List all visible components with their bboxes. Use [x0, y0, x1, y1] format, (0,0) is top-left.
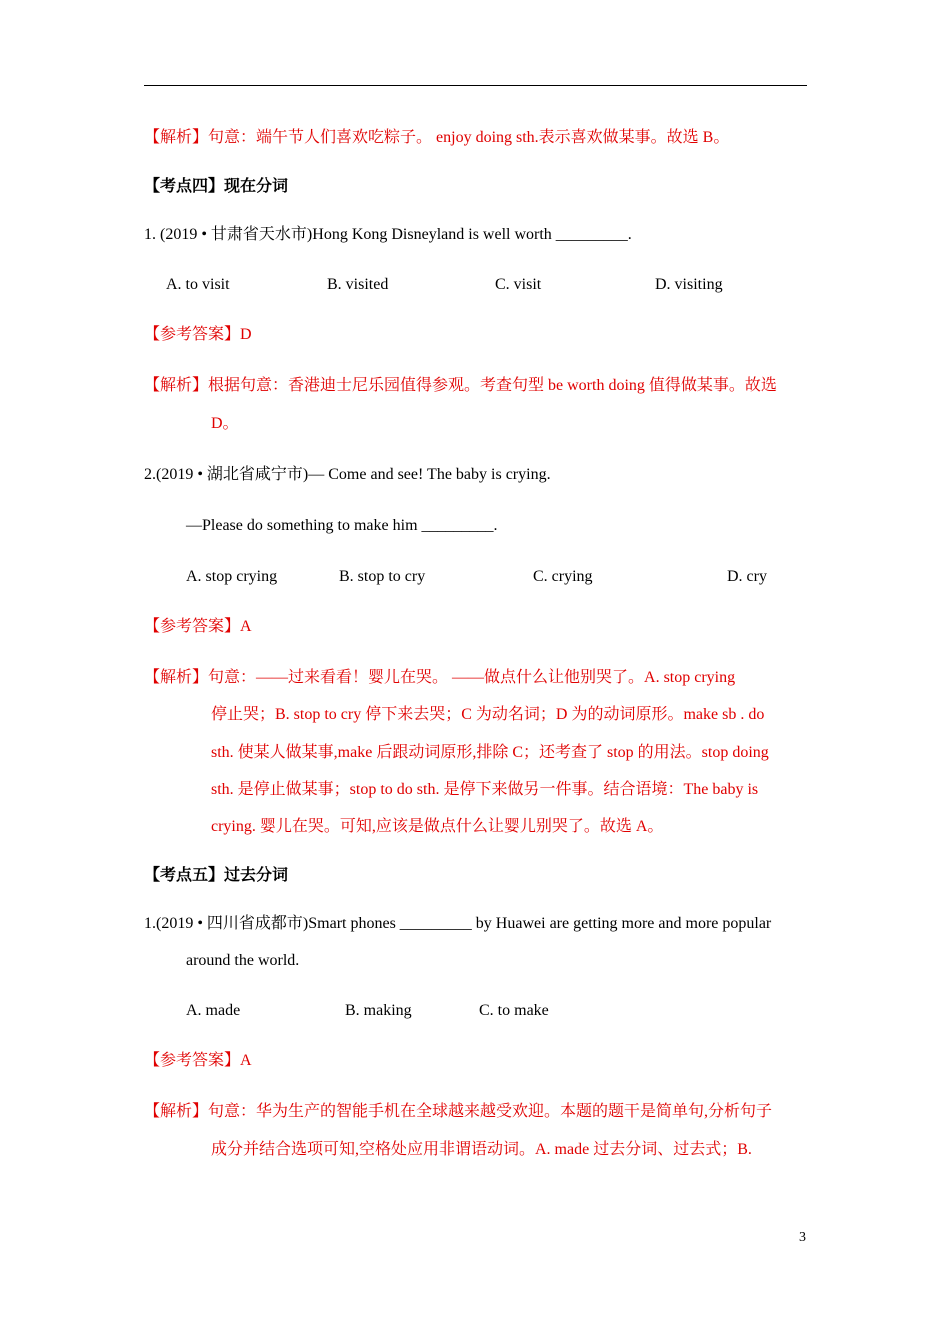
analysis-tag: 【解析】 [144, 129, 209, 146]
option-d: D. cry [727, 568, 767, 585]
answer-tag: 【参考答案】 [144, 326, 241, 343]
analysis-line: sth. 是停止做某事；stop to do sth. 是停下来做另一件事。结合语境：The baby is [211, 781, 759, 798]
analysis-line: sth. 使某人做某事,make 后跟动词原形,排除 C；还考查了 stop 的用法。stop doing [211, 744, 769, 761]
question-stem: 1.(2019 • 四川省成都市)Smart phones _________ by Huawei are getting more and more popular [144, 915, 772, 932]
answer-value: D [240, 326, 252, 343]
analysis-line: 停止哭；B. stop to cry 停下来去哭；C 为动名词；D 为的动词原形。make sb . do [211, 706, 765, 723]
question-stem: 1. (2019 • 甘肃省天水市)Hong Kong Disneyland is well worth _________. [144, 226, 632, 243]
analysis-text: 句意：端午节人们喜欢吃粽子。 enjoy doing sth.表示喜欢做某事。故选 B。 [208, 129, 730, 146]
analysis-text: 句意：——过来看看！婴儿在哭。 ——做点什么让他别哭了。A. stop crying [208, 669, 736, 686]
page-number: 3 [799, 1230, 806, 1245]
answer-line [144, 325, 252, 345]
analysis-line: crying. 婴儿在哭。可知,应该是做点什么让婴儿别哭了。故选 A。 [211, 818, 664, 835]
analysis-line [144, 376, 777, 396]
option-b: B. making [345, 1002, 412, 1019]
option-a: A. stop crying [186, 568, 278, 585]
section-title-4: 【考点四】现在分词 [144, 178, 289, 195]
answer-value: A [240, 1052, 252, 1069]
analysis-line: D。 [211, 415, 239, 432]
analysis-line [144, 668, 735, 688]
section-title-5: 【考点五】过去分词 [144, 867, 289, 884]
analysis-line: 成分并结合选项可知,空格处应用非谓语动词。A. made 过去分词、过去式；B. [211, 1141, 752, 1158]
analysis-text: 根据句意：香港迪士尼乐园值得参观。考查句型 be worth doing 值得做某事。故选 [208, 377, 777, 394]
option-c: C. to make [479, 1002, 549, 1019]
analysis-tag: 【解析】 [144, 1103, 209, 1120]
option-c: C. visit [495, 276, 542, 293]
question-stem: 2.(2019 • 湖北省咸宁市)— Come and see! The baby is crying. [144, 466, 551, 483]
analysis-tag: 【解析】 [144, 669, 209, 686]
answer-value: A [240, 618, 252, 635]
answer-line [144, 617, 252, 637]
option-b: B. visited [327, 276, 389, 293]
question-stem-cont: around the world. [186, 952, 300, 969]
analysis-line [144, 1102, 772, 1122]
answer-tag: 【参考答案】 [144, 618, 241, 635]
option-a: A. to visit [166, 276, 230, 293]
header-rule [144, 85, 807, 86]
option-b: B. stop to cry [339, 568, 426, 585]
analysis-prev [144, 128, 729, 148]
answer-tag: 【参考答案】 [144, 1052, 241, 1069]
analysis-tag: 【解析】 [144, 377, 209, 394]
analysis-text: 句意：华为生产的智能手机在全球越来越受欢迎。本题的题干是简单句,分析句子 [208, 1103, 773, 1120]
answer-line [144, 1051, 252, 1071]
option-a: A. made [186, 1002, 241, 1019]
question-stem-cont: —Please do something to make him _________. [186, 517, 498, 534]
option-c: C. crying [533, 568, 593, 585]
option-d: D. visiting [655, 276, 723, 293]
